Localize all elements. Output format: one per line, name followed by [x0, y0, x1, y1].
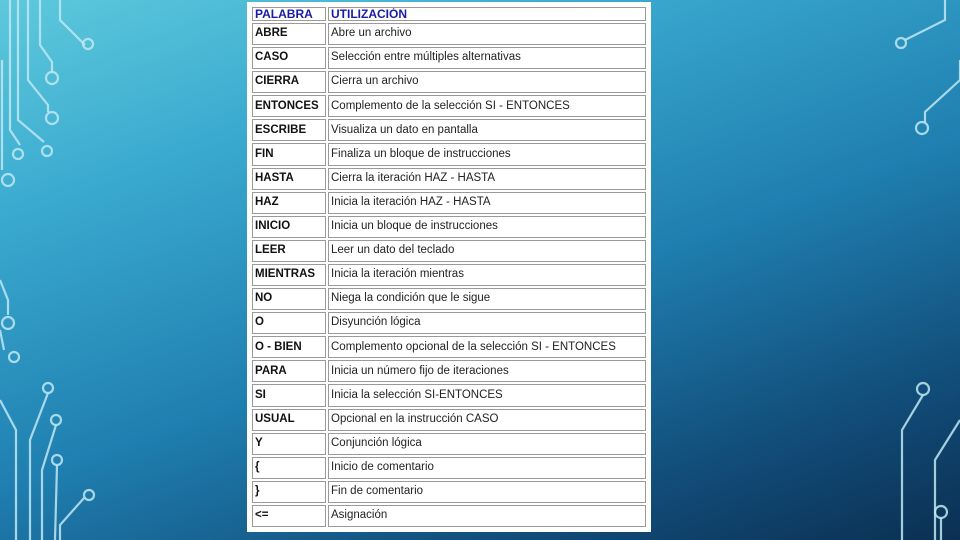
usage-cell: Inicio de comentario	[328, 457, 646, 479]
usage-cell: Complemento de la selección SI - ENTONCES	[328, 95, 646, 117]
keyword-cell: ABRE	[252, 23, 326, 45]
table-row	[252, 288, 646, 310]
keyword-cell: Y	[252, 433, 326, 455]
table-row	[252, 409, 646, 431]
usage-cell: Cierra la iteración HAZ - HASTA	[328, 168, 646, 190]
usage-cell: Visualiza un dato en pantalla	[328, 119, 646, 141]
keyword-cell: USUAL	[252, 409, 326, 431]
table-row	[252, 143, 646, 165]
table-row	[252, 505, 646, 527]
table-row	[252, 168, 646, 190]
usage-cell: Finaliza un bloque de instrucciones	[328, 143, 646, 165]
table-header-row	[252, 7, 646, 21]
usage-cell: Abre un archivo	[328, 23, 646, 45]
keyword-cell: ENTONCES	[252, 95, 326, 117]
usage-cell: Conjunción lógica	[328, 433, 646, 455]
usage-cell: Complemento opcional de la selección SI - ENTONCES	[328, 336, 646, 358]
usage-cell: Inicia la iteración HAZ - HASTA	[328, 192, 646, 214]
keyword-cell: NO	[252, 288, 326, 310]
table-row	[252, 71, 646, 93]
usage-cell: Disyunción lógica	[328, 312, 646, 334]
header-palabra: PALABRA	[252, 7, 326, 21]
table-body	[252, 23, 646, 527]
table-row	[252, 481, 646, 503]
usage-cell: Niega la condición que le sigue	[328, 288, 646, 310]
usage-cell: Cierra un archivo	[328, 71, 646, 93]
table-row	[252, 457, 646, 479]
usage-cell: Opcional en la instrucción CASO	[328, 409, 646, 431]
keyword-cell: <=	[252, 505, 326, 527]
table-row	[252, 119, 646, 141]
usage-cell: Inicia un bloque de instrucciones	[328, 216, 646, 238]
table-row	[252, 433, 646, 455]
table-row	[252, 95, 646, 117]
keyword-cell: CASO	[252, 47, 326, 69]
keyword-cell: INICIO	[252, 216, 326, 238]
header-utilizacion: UTILIZACIÓN	[328, 7, 646, 21]
keyword-cell: }	[252, 481, 326, 503]
keyword-cell: HASTA	[252, 168, 326, 190]
keyword-cell: O	[252, 312, 326, 334]
usage-cell: Fin de comentario	[328, 481, 646, 503]
keyword-cell: SI	[252, 384, 326, 406]
keywords-table-image	[247, 2, 651, 532]
keyword-cell: FIN	[252, 143, 326, 165]
table-row	[252, 384, 646, 406]
table-row	[252, 192, 646, 214]
usage-cell: Asignación	[328, 505, 646, 527]
keyword-cell: {	[252, 457, 326, 479]
usage-cell: Inicia la selección SI-ENTONCES	[328, 384, 646, 406]
keyword-cell: MIENTRAS	[252, 264, 326, 286]
table-row	[252, 47, 646, 69]
keyword-cell: ESCRIBE	[252, 119, 326, 141]
keyword-cell: HAZ	[252, 192, 326, 214]
usage-cell: Inicia un número fijo de iteraciones	[328, 360, 646, 382]
keyword-cell: PARA	[252, 360, 326, 382]
keyword-cell: O - BIEN	[252, 336, 326, 358]
table-row	[252, 360, 646, 382]
table-row	[252, 216, 646, 238]
keyword-cell: CIERRA	[252, 71, 326, 93]
usage-cell: Selección entre múltiples alternativas	[328, 47, 646, 69]
table-row	[252, 264, 646, 286]
table-row	[252, 240, 646, 262]
keyword-cell: LEER	[252, 240, 326, 262]
table-row	[252, 336, 646, 358]
usage-cell: Leer un dato del teclado	[328, 240, 646, 262]
table-row	[252, 23, 646, 45]
keywords-table	[250, 5, 648, 529]
usage-cell: Inicia la iteración mientras	[328, 264, 646, 286]
table-row	[252, 312, 646, 334]
